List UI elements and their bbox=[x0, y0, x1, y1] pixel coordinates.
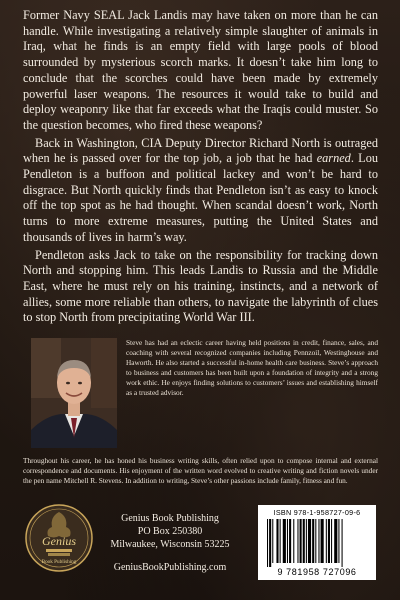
back-cover-blurb bbox=[23, 8, 378, 328]
blurb-paragraph-3: Pendleton asks Jack to take on the responsibility for tracking down North and stopping him. This leads Landis to Russia and the Middle East, where he must rely on his training, instincts, and a network of allies, some more reliable than others, to navigate the labyrinth of clues to stop North from precipitating World War III. bbox=[23, 247, 378, 325]
blurb-paragraph-1: Former Navy SEAL Jack Landis may have taken on more than he can handle. While investigating a relatively simple slaughter of animals in Iraq, what he finds is an empty field with large pools of blood surrounded by mysterious scorch marks. It doesn’t take him long to conclude that the scorches could have been made by extremely powerful laser weapons. The resources it would take to build and deploy weaponry like that far exceeds what the Iraqis could muster. So the question becomes, who fired these weapons? bbox=[23, 8, 378, 132]
author-portrait-illustration bbox=[31, 338, 117, 448]
publisher-city: Milwaukee, Wisconsin 53225 bbox=[110, 539, 230, 550]
isbn-barcode bbox=[258, 505, 376, 580]
blurb-p2-end: . Lou Pendleton is a buffoon and political lackey and won’t be hard to disgrace. But North quickly finds that Pendleton isn’t as easy to knock off the top spot as he had thought. When scandal doesn’t work, North turns to more extreme measures, putting the United States and thousands of lives in harm’s way. bbox=[23, 151, 378, 244]
publisher-po-box: PO Box 250380 bbox=[137, 526, 203, 537]
publisher-logo bbox=[24, 503, 94, 573]
author-photo bbox=[31, 338, 117, 448]
publisher-seal-icon bbox=[24, 503, 94, 573]
blurb-p2-emphasis: earned bbox=[316, 151, 351, 166]
publisher-address-block bbox=[100, 512, 240, 551]
publisher-name: Genius Book Publishing bbox=[121, 513, 219, 524]
blurb-paragraph-2 bbox=[23, 136, 378, 246]
barcode-bars bbox=[267, 519, 367, 567]
logo-genius-word: Genius bbox=[42, 534, 76, 548]
author-bio-paragraph-2: Throughout his career, he has honed his business writing skills, often relied upon to compose internal and external correspondence and documents. His enjoyment of the written word evolved to creative writing and fiction novels under the pen name Mitchell R. Stevens. In addition to writing, Steve’s other passions include family, fitness and fun. bbox=[23, 456, 378, 486]
publisher-website: GeniusBookPublishing.com bbox=[113, 562, 227, 573]
blurb-p2-start: Back in Washington, CIA Deputy Director Richard North is outraged when he is passed over for the top job, a job that he had bbox=[23, 135, 378, 166]
logo-subtitle: Book Publishing bbox=[41, 559, 77, 565]
isbn-label: ISBN 978-1-958727-09-6 bbox=[273, 508, 361, 517]
author-bio-paragraph-1: Steve has had an eclectic career having held positions in credit, finance, sales, and coaching with several recognized companies including Pennzoil, Westinghouse and Haworth. He also started a successful in-home health care business. Steve’s approach to business and customers has been built upon a foundation of integrity and a strong work ethic. He enjoys finding solutions to customers’ issues and establishing himself as a trusted advisor. bbox=[126, 338, 378, 398]
barcode-number: 9 781958 727096 bbox=[277, 567, 357, 577]
